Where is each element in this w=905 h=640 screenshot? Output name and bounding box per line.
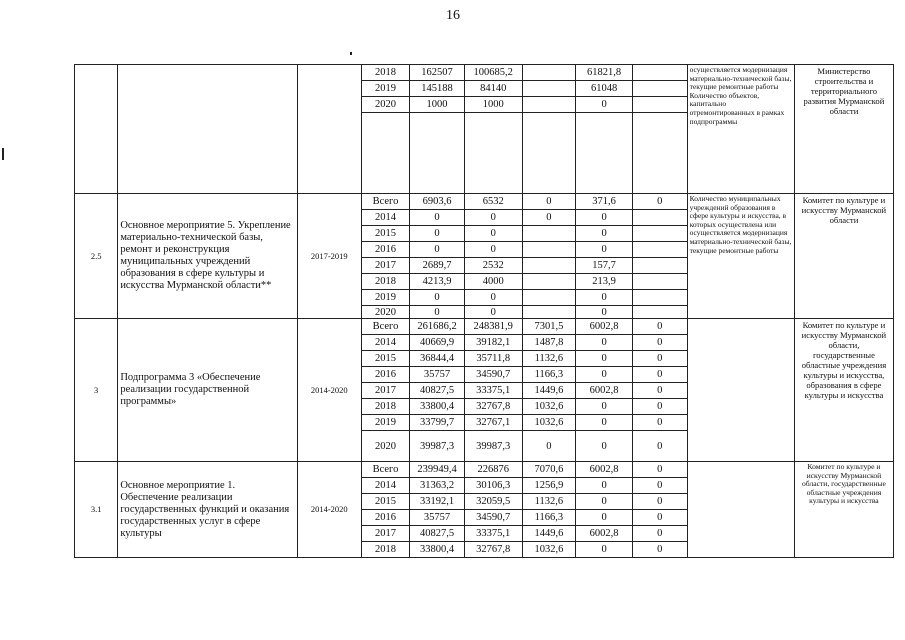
table-row (75, 194, 894, 210)
amount-cell: 0 (464, 242, 522, 258)
amount-cell: 30106,3 (464, 478, 522, 494)
amount-cell (632, 274, 687, 290)
amount-cell: 6002,8 (576, 319, 633, 335)
amount-cell: 226876 (464, 462, 522, 478)
amount-cell: 0 (464, 210, 522, 226)
year-cell: 2018 (361, 274, 409, 290)
year-cell: 2018 (361, 399, 409, 415)
year-cell: 2017 (361, 258, 409, 274)
indicator-text: осуществляется модернизация материально-технической базы, текущие ремонтные работы Количество объектов, капитально отремонтированных в рамках подпрограммы (687, 65, 794, 194)
amount-cell: 0 (464, 226, 522, 242)
program-table (74, 64, 894, 558)
indicator-text (687, 462, 794, 558)
amount-cell: 1487,8 (522, 335, 576, 351)
year-cell: 2016 (361, 242, 409, 258)
year-cell: Всего (361, 319, 409, 335)
year-cell: 2016 (361, 510, 409, 526)
amount-cell: 0 (576, 97, 633, 113)
amount-cell: 0 (632, 335, 687, 351)
amount-cell: 6002,8 (576, 383, 633, 399)
amount-cell (522, 274, 576, 290)
amount-cell: 0 (522, 210, 576, 226)
amount-cell (522, 81, 576, 97)
amount-cell: 1256,9 (522, 478, 576, 494)
amount-cell: 1000 (464, 97, 522, 113)
amount-cell: 0 (576, 478, 633, 494)
scan-mark (2, 148, 4, 160)
amount-cell (522, 290, 576, 306)
amount-cell: 0 (522, 431, 576, 462)
amount-cell: 1166,3 (522, 367, 576, 383)
implementation-period: 2014-2020 (297, 462, 361, 558)
responsible-executor: Комитет по культуре и искусству Мурманской области, государственные областные учреждения культуры и искусства, образования в сфере культуры и искусства (794, 319, 893, 462)
amount-cell: 248381,9 (464, 319, 522, 335)
amount-cell: 0 (576, 226, 633, 242)
table-row (75, 319, 894, 335)
scan-dot (350, 52, 352, 55)
amount-cell (632, 113, 687, 194)
amount-cell (576, 113, 633, 194)
amount-cell (522, 226, 576, 242)
amount-cell: 0 (576, 210, 633, 226)
table-row (75, 65, 894, 81)
amount-cell: 0 (464, 306, 522, 319)
amount-cell: 157,7 (576, 258, 633, 274)
amount-cell: 0 (632, 351, 687, 367)
amount-cell: 0 (632, 494, 687, 510)
amount-cell (632, 290, 687, 306)
amount-cell (632, 226, 687, 242)
amount-cell: 6903,6 (410, 194, 465, 210)
amount-cell: 35757 (410, 510, 465, 526)
amount-cell: 33375,1 (464, 526, 522, 542)
year-cell: 2015 (361, 494, 409, 510)
amount-cell (632, 306, 687, 319)
amount-cell: 7301,5 (522, 319, 576, 335)
amount-cell (632, 97, 687, 113)
amount-cell: 0 (632, 367, 687, 383)
amount-cell: 1132,6 (522, 351, 576, 367)
amount-cell (632, 81, 687, 97)
year-cell (361, 113, 409, 194)
measure-name: Подпрограмма 3 «Обеспечение реализации государственной программы» (118, 319, 297, 462)
amount-cell: 0 (410, 226, 465, 242)
amount-cell: 1132,6 (522, 494, 576, 510)
amount-cell: 261686,2 (410, 319, 465, 335)
amount-cell: 1166,3 (522, 510, 576, 526)
amount-cell: 0 (632, 462, 687, 478)
amount-cell: 40827,5 (410, 383, 465, 399)
year-cell: 2019 (361, 290, 409, 306)
year-cell: 2014 (361, 478, 409, 494)
amount-cell: 6002,8 (576, 462, 633, 478)
year-cell: 2014 (361, 335, 409, 351)
amount-cell: 4213,9 (410, 274, 465, 290)
amount-cell (522, 306, 576, 319)
amount-cell: 2689,7 (410, 258, 465, 274)
year-cell: Всего (361, 194, 409, 210)
year-cell: 2019 (361, 81, 409, 97)
amount-cell: 0 (632, 319, 687, 335)
amount-cell: 0 (632, 510, 687, 526)
measure-name: Основное мероприятие 1. Обеспечение реализации государственных функций и оказания государственных услуг в сфере культуры (118, 462, 297, 558)
amount-cell: 162507 (410, 65, 465, 81)
responsible-executor: Комитет по культуре и искусству Мурманской области (794, 194, 893, 319)
amount-cell: 0 (576, 306, 633, 319)
amount-cell: 39987,3 (464, 431, 522, 462)
amount-cell: 0 (576, 399, 633, 415)
year-cell: 2018 (361, 65, 409, 81)
amount-cell: 0 (410, 290, 465, 306)
amount-cell: 33799,7 (410, 415, 465, 431)
amount-cell: 0 (632, 194, 687, 210)
amount-cell: 0 (576, 494, 633, 510)
indicator-text (687, 319, 794, 462)
amount-cell: 32767,8 (464, 542, 522, 558)
amount-cell (522, 242, 576, 258)
amount-cell (522, 113, 576, 194)
row-number: 3.1 (75, 462, 118, 558)
year-cell: 2019 (361, 415, 409, 431)
amount-cell: 0 (410, 306, 465, 319)
implementation-period: 2014-2020 (297, 319, 361, 462)
amount-cell: 32767,1 (464, 415, 522, 431)
year-cell: 2014 (361, 210, 409, 226)
amount-cell: 34590,7 (464, 510, 522, 526)
amount-cell: 1032,6 (522, 399, 576, 415)
amount-cell (410, 113, 465, 194)
amount-cell: 0 (576, 290, 633, 306)
amount-cell: 0 (632, 542, 687, 558)
amount-cell: 1032,6 (522, 542, 576, 558)
amount-cell: 0 (632, 399, 687, 415)
year-cell: 2017 (361, 383, 409, 399)
amount-cell: 40669,9 (410, 335, 465, 351)
year-cell: Всего (361, 462, 409, 478)
amount-cell: 0 (410, 210, 465, 226)
amount-cell: 39182,1 (464, 335, 522, 351)
amount-cell: 0 (576, 367, 633, 383)
amount-cell: 100685,2 (464, 65, 522, 81)
table-row (75, 462, 894, 478)
amount-cell: 145188 (410, 81, 465, 97)
amount-cell: 33375,1 (464, 383, 522, 399)
amount-cell: 36844,4 (410, 351, 465, 367)
measure-name (118, 65, 297, 194)
amount-cell: 0 (576, 542, 633, 558)
amount-cell: 0 (632, 415, 687, 431)
amount-cell (522, 65, 576, 81)
amount-cell: 0 (410, 242, 465, 258)
amount-cell: 35711,8 (464, 351, 522, 367)
amount-cell: 1449,6 (522, 383, 576, 399)
amount-cell: 7070,6 (522, 462, 576, 478)
row-number (75, 65, 118, 194)
amount-cell: 0 (576, 335, 633, 351)
amount-cell: 39987,3 (410, 431, 465, 462)
amount-cell (632, 258, 687, 274)
implementation-period: 2017-2019 (297, 194, 361, 319)
amount-cell: 33800,4 (410, 399, 465, 415)
amount-cell: 0 (576, 351, 633, 367)
amount-cell: 32059,5 (464, 494, 522, 510)
year-cell: 2015 (361, 351, 409, 367)
amount-cell: 239949,4 (410, 462, 465, 478)
year-cell: 2016 (361, 367, 409, 383)
year-cell: 2018 (361, 542, 409, 558)
amount-cell: 32767,8 (464, 399, 522, 415)
amount-cell (632, 210, 687, 226)
amount-cell (522, 258, 576, 274)
amount-cell: 33192,1 (410, 494, 465, 510)
amount-cell: 84140 (464, 81, 522, 97)
responsible-executor: Комитет по культуре и искусству Мурманской области, государственные областные учреждения культуры и искусства (794, 462, 893, 558)
amount-cell: 0 (632, 526, 687, 542)
amount-cell (522, 97, 576, 113)
amount-cell: 31363,2 (410, 478, 465, 494)
amount-cell: 0 (576, 510, 633, 526)
amount-cell: 33800,4 (410, 542, 465, 558)
amount-cell: 0 (522, 194, 576, 210)
measure-name: Основное мероприятие 5. Укрепление материально-технической базы, ремонт и реконструкция муниципальных учреждений образования в сфере культуры и искусства Мурманской области** (118, 194, 297, 319)
amount-cell: 35757 (410, 367, 465, 383)
amount-cell: 213,9 (576, 274, 633, 290)
implementation-period (297, 65, 361, 194)
amount-cell: 1000 (410, 97, 465, 113)
amount-cell: 0 (576, 242, 633, 258)
amount-cell: 1449,6 (522, 526, 576, 542)
year-cell: 2020 (361, 431, 409, 462)
amount-cell: 6002,8 (576, 526, 633, 542)
amount-cell: 0 (464, 290, 522, 306)
year-cell: 2015 (361, 226, 409, 242)
amount-cell: 0 (576, 415, 633, 431)
row-number: 3 (75, 319, 118, 462)
year-cell: 2020 (361, 97, 409, 113)
amount-cell: 0 (632, 478, 687, 494)
amount-cell: 0 (632, 431, 687, 462)
row-number: 2.5 (75, 194, 118, 319)
amount-cell: 6532 (464, 194, 522, 210)
year-cell: 2020 (361, 306, 409, 319)
amount-cell: 61821,8 (576, 65, 633, 81)
amount-cell (464, 113, 522, 194)
page-number: 16 (446, 8, 460, 23)
year-cell: 2017 (361, 526, 409, 542)
amount-cell: 0 (632, 383, 687, 399)
amount-cell: 1032,6 (522, 415, 576, 431)
amount-cell (632, 242, 687, 258)
amount-cell: 0 (576, 431, 633, 462)
amount-cell: 4000 (464, 274, 522, 290)
responsible-executor: Министерство строительства и территориального развития Мурманской области (794, 65, 893, 194)
amount-cell (632, 65, 687, 81)
amount-cell: 61048 (576, 81, 633, 97)
amount-cell: 40827,5 (410, 526, 465, 542)
amount-cell: 2532 (464, 258, 522, 274)
amount-cell: 34590,7 (464, 367, 522, 383)
amount-cell: 371,6 (576, 194, 633, 210)
indicator-text: Количество муниципальных учреждений образования в сфере культуры и искусства, в которых осуществлена или осуществляется модернизация материально-технической базы, текущие ремонтные работы (687, 194, 794, 319)
